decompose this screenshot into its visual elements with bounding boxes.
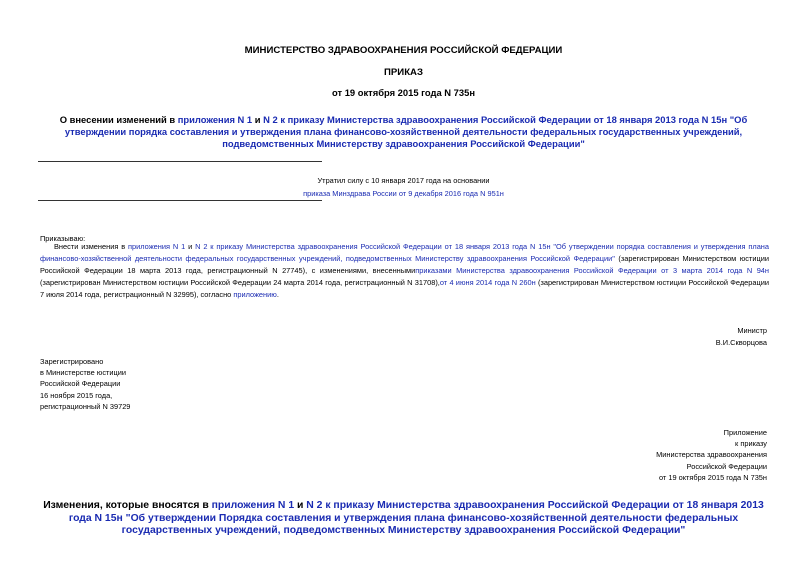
title-link-appendix-2[interactable]: N 2 к приказу Министерства здравоохранения Российской Федерации от 18 января 2013 года N 15н "Об утверждении порядка составления и утверждения плана финансово-хозяйственной деятельности федеральных государственных учреждений, подведомственных Министерству здравоохранения Российской Федерации": [64, 114, 748, 149]
signature-name: В.И.Скворцова: [715, 338, 767, 347]
order-link-appendix-1[interactable]: приложения N 1: [128, 242, 186, 251]
order-text-1: (зарегистрирован Министерством юстиции Российской Федерации 18 марта 2013 года, регистрационный N 27745), с изменениями, внесенными: [40, 254, 769, 275]
order-text-start: Внести изменения в: [54, 242, 129, 251]
order-text-4: .: [276, 290, 279, 299]
changes-link-appendix-2[interactable]: N 2 к приказу Министерства здравоохранения Российской Федерации от 18 января 2013 года N 15н "Об утверждении Порядка составления и утверждения плана финансово-хозяйственной деятельности федеральных государственных учреждений, подведомственных Министерству здравоохранения Российской Федерации": [68, 500, 764, 537]
order-link-appendix-2[interactable]: N 2 к приказу Министерства здравоохранения Российской Федерации от 18 января 2013 года N 15н "Об утверждении порядка составления и утверждения плана финансово-хозяйственной деятельности федеральных государственных учреждений, подведомственных Министерству здравоохранения Российской Федерации": [40, 242, 770, 263]
annulled-text: Утратил силу с 10 января 2017 года на основании: [317, 176, 490, 185]
signature-block: [567, 325, 767, 349]
registration-line: в Министерстве юстиции: [40, 368, 127, 378]
appendix-line: Приложение: [723, 428, 767, 437]
title-prefix: О внесении изменений в: [59, 114, 178, 125]
registration-line: Российской Федерации: [40, 379, 121, 389]
appendix-line: от 19 октября 2015 года N 735н: [658, 472, 767, 482]
order-text-3: (зарегистрирован Министерством юстиции Российской Федерации 7 июля 2014 года, регистрационный N 32995), согласно: [40, 278, 769, 299]
changes-and: и: [294, 500, 307, 511]
order-text-and: и: [185, 242, 196, 251]
ministry-heading: МИНИСТЕРСТВО ЗДРАВООХРАНЕНИЯ РОССИЙСКОЙ ФЕДЕРАЦИИ: [244, 45, 563, 56]
changes-link-appendix-1[interactable]: приложения N 1: [211, 500, 295, 511]
registration-line: регистрационный N 39729: [40, 401, 131, 411]
order-word: Приказываю:: [40, 234, 86, 243]
doc-date: от 19 октября 2015 года N 735н: [332, 87, 475, 98]
order-link-amendment-2[interactable]: от 4 июня 2014 года N 260н: [439, 278, 536, 287]
order-link-appendix[interactable]: приложению: [233, 290, 277, 299]
appendix-header: [547, 427, 767, 483]
divider-top: [38, 161, 322, 162]
title-link-appendix-1[interactable]: приложения N 1: [177, 114, 253, 125]
order-paragraph: [40, 241, 769, 301]
appendix-line: к приказу: [735, 439, 767, 449]
title-and: и: [252, 114, 264, 125]
order-link-amendment-1[interactable]: приказами Министерства здравоохранения Российской Федерации от 3 марта 2014 года N 94н: [415, 266, 770, 275]
order-text-2: (зарегистрирован Министерством юстиции Российской Федерации 24 марта 2014 года, регистрационный N 31708),: [40, 278, 440, 287]
signature-position: Министр: [737, 326, 767, 335]
appendix-line: Министерства здравоохранения: [656, 450, 767, 460]
annulled-note: [0, 174, 807, 200]
registration-line: Зарегистрировано: [40, 357, 104, 366]
appendix-line: Российской Федерации: [686, 461, 767, 471]
document-title: [32, 114, 775, 150]
registration-line: 16 ноября 2015 года,: [40, 390, 113, 400]
annulled-link[interactable]: приказа Минздрава России от 9 декабря 2016 года N 951н: [303, 189, 504, 198]
changes-title: [32, 500, 775, 538]
changes-prefix: Изменения, которые вносятся в: [43, 500, 212, 511]
divider-bottom: [38, 200, 322, 201]
registration-block: [40, 356, 240, 412]
doc-type-heading: ПРИКАЗ: [384, 67, 423, 78]
